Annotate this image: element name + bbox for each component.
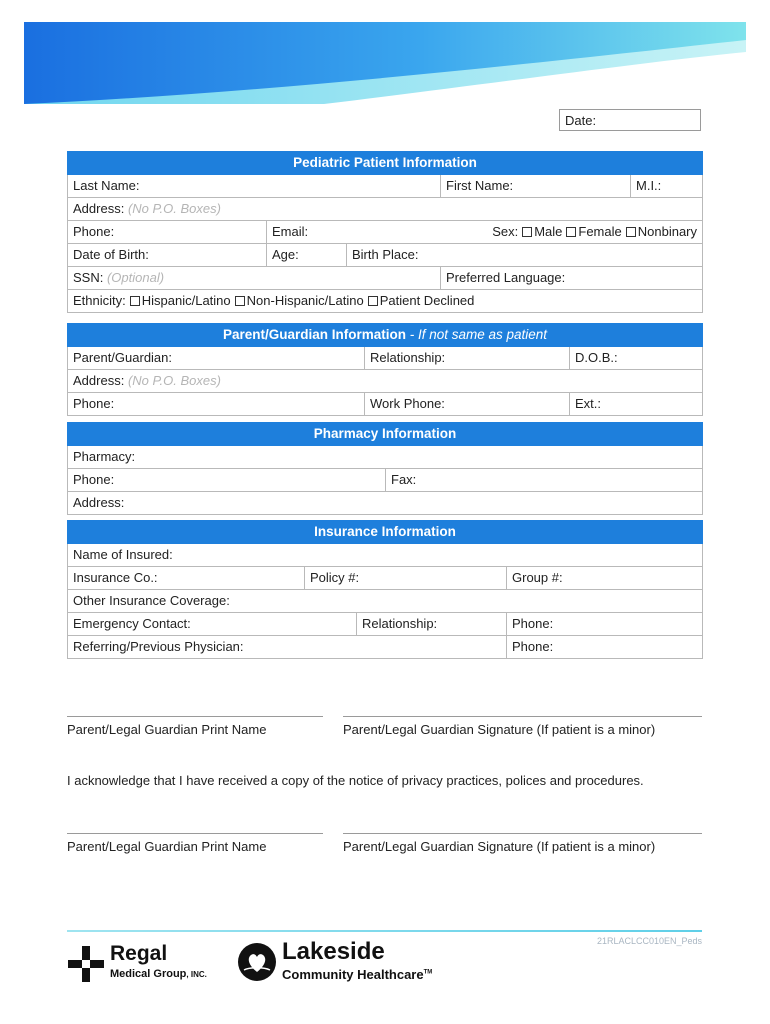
date-field[interactable] [559,109,701,131]
guardian-info-section [67,323,703,416]
birth-place-field[interactable]: Birth Place: [347,244,703,267]
address-hint: (No P.O. Boxes) [127,201,221,216]
pharmacy-section-title: Pharmacy Information [68,423,703,446]
emergency-contact-field[interactable]: Emergency Contact: [68,613,357,636]
guardian-dob-field[interactable]: D.O.B.: [570,347,703,370]
signature-label-2: Parent/Legal Guardian Signature (If patient is a minor) [343,839,656,854]
print-name-label-1: Parent/Legal Guardian Print Name [67,722,267,737]
other-coverage-field[interactable]: Other Insurance Coverage: [68,590,703,613]
group-number-field[interactable]: Group #: [507,567,703,590]
ethnicity-field[interactable]: Ethnicity: Hispanic/Latino Non-Hispanic/Latino Patient Declined [68,290,703,313]
lakeside-logo [236,940,446,986]
pharmacy-address-field[interactable]: Address: [68,492,703,515]
guardian-address-field[interactable]: Address: (No P.O. Boxes) [68,370,703,393]
regal-mark-icon [66,944,106,984]
sex-female-checkbox[interactable] [566,227,576,237]
guardian-section-title: Parent/Guardian Information - If not same as patient [68,324,703,347]
header-banner [24,22,746,104]
emergency-relationship-field[interactable]: Relationship: [357,613,507,636]
last-name-field[interactable]: Last Name: [68,175,441,198]
age-field[interactable]: Age: [267,244,347,267]
preferred-language-field[interactable]: Preferred Language: [441,267,703,290]
pharmacy-fax-field[interactable]: Fax: [386,469,703,492]
patient-phone-field[interactable]: Phone: [68,221,267,244]
sex-male-checkbox[interactable] [522,227,532,237]
ssn-hint: (Optional) [106,270,165,285]
guardian-ext-field[interactable]: Ext.: [570,393,703,416]
lakeside-subtitle: Community Healthcare™ [282,967,433,982]
guardian-phone-field[interactable]: Phone: [68,393,365,416]
regal-logo [66,944,226,984]
signature-line-2[interactable] [343,833,702,834]
lakeside-name: Lakeside [282,938,385,965]
patient-info-section [67,151,703,313]
ethnicity-non-hispanic-checkbox[interactable] [235,296,245,306]
sex-field[interactable]: Sex: Male Female Nonbinary [441,221,703,244]
ethnicity-declined-checkbox[interactable] [368,296,378,306]
mi-field[interactable]: M.I.: [631,175,703,198]
pharmacy-info-section [67,422,703,515]
parent-guardian-field[interactable]: Parent/Guardian: [68,347,365,370]
regal-subtitle: Medical Group, INC. [110,968,207,980]
patient-section-title: Pediatric Patient Information [68,152,703,175]
patient-email-field[interactable]: Email: [267,221,441,244]
acknowledgement-text: I acknowledge that I have received a copy of the notice of privacy practices, polices and procedures. [67,773,644,788]
pharmacy-name-field[interactable]: Pharmacy: [68,446,703,469]
footer-divider [67,930,702,932]
referring-physician-field[interactable]: Referring/Previous Physician: [68,636,507,659]
policy-number-field[interactable]: Policy #: [305,567,507,590]
insurance-co-field[interactable]: Insurance Co.: [68,567,305,590]
emergency-phone-field[interactable]: Phone: [507,613,703,636]
guardian-work-phone-field[interactable]: Work Phone: [365,393,570,416]
first-name-field[interactable]: First Name: [441,175,631,198]
signature-line-1[interactable] [343,716,702,717]
ethnicity-hispanic-checkbox[interactable] [130,296,140,306]
print-name-line-2[interactable] [67,833,323,834]
sex-nonbinary-checkbox[interactable] [626,227,636,237]
guardian-relationship-field[interactable]: Relationship: [365,347,570,370]
ssn-field[interactable]: SSN: (Optional) [68,267,441,290]
patient-address-field[interactable]: Address: (No P.O. Boxes) [68,198,703,221]
insurance-section-title: Insurance Information [68,521,703,544]
pharmacy-phone-field[interactable]: Phone: [68,469,386,492]
print-name-label-2: Parent/Legal Guardian Print Name [67,839,267,854]
insurance-info-section [67,520,703,659]
date-label: Date: [565,113,597,128]
guardian-address-hint: (No P.O. Boxes) [127,373,221,388]
dob-field[interactable]: Date of Birth: [68,244,267,267]
lakeside-mark-icon [236,940,278,984]
name-of-insured-field[interactable]: Name of Insured: [68,544,703,567]
regal-name: Regal [110,942,168,965]
physician-phone-field[interactable]: Phone: [507,636,703,659]
signature-label-1: Parent/Legal Guardian Signature (If patient is a minor) [343,722,656,737]
form-code: 21RLACLCC010EN_Peds [596,936,702,946]
print-name-line-1[interactable] [67,716,323,717]
